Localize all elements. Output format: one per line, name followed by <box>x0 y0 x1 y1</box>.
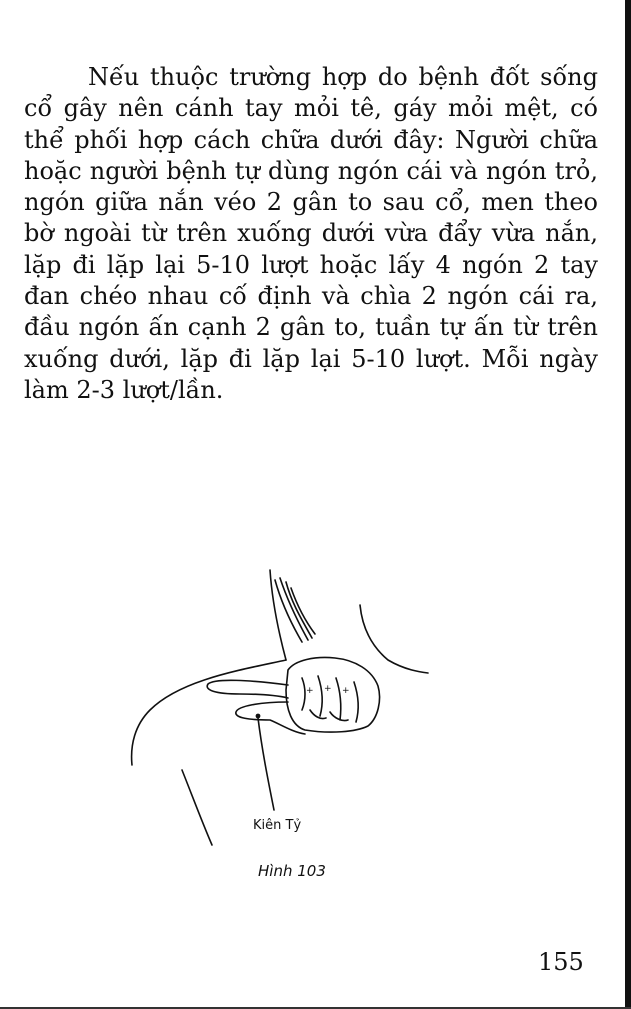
acupoint-label: Kiên Tỷ <box>253 818 302 833</box>
neck-hand-drawing <box>120 560 440 850</box>
svg-text:+: + <box>324 684 332 694</box>
illustration-neck-massage <box>120 560 440 850</box>
page-number: 155 <box>538 948 584 976</box>
page-edge-right <box>625 0 631 1009</box>
figure-caption: Hình 103 <box>258 862 326 880</box>
svg-text:+: + <box>306 686 314 696</box>
body-paragraph: Nếu thuộc trường hợp do bệnh đốt sống cổ gây nên cánh tay mỏi tê, gáy mỏi mệt, có thể phối hợp cách chữa dưới đây: Người chữa hoặc người bệnh tự dùng ngón cái và ngón trỏ, ngón giữa nắn véo 2 gân to sau cổ, men theo bờ ngoài từ trên xuống dưới vừa đẩy vừa nắn, lặp đi lặp lại 5-10 lượt hoặc lấy 4 ngón 2 tay đan chéo nhau cố định và chìa 2 ngón cái ra, đầu ngón ấn cạnh 2 gân to, tuần tự ấn từ trên xuống dưới, lặp đi lặp lại 5-10 lượt. Mỗi ngày làm 2-3 lượt/lần. <box>24 63 598 404</box>
svg-text:+: + <box>342 686 350 696</box>
